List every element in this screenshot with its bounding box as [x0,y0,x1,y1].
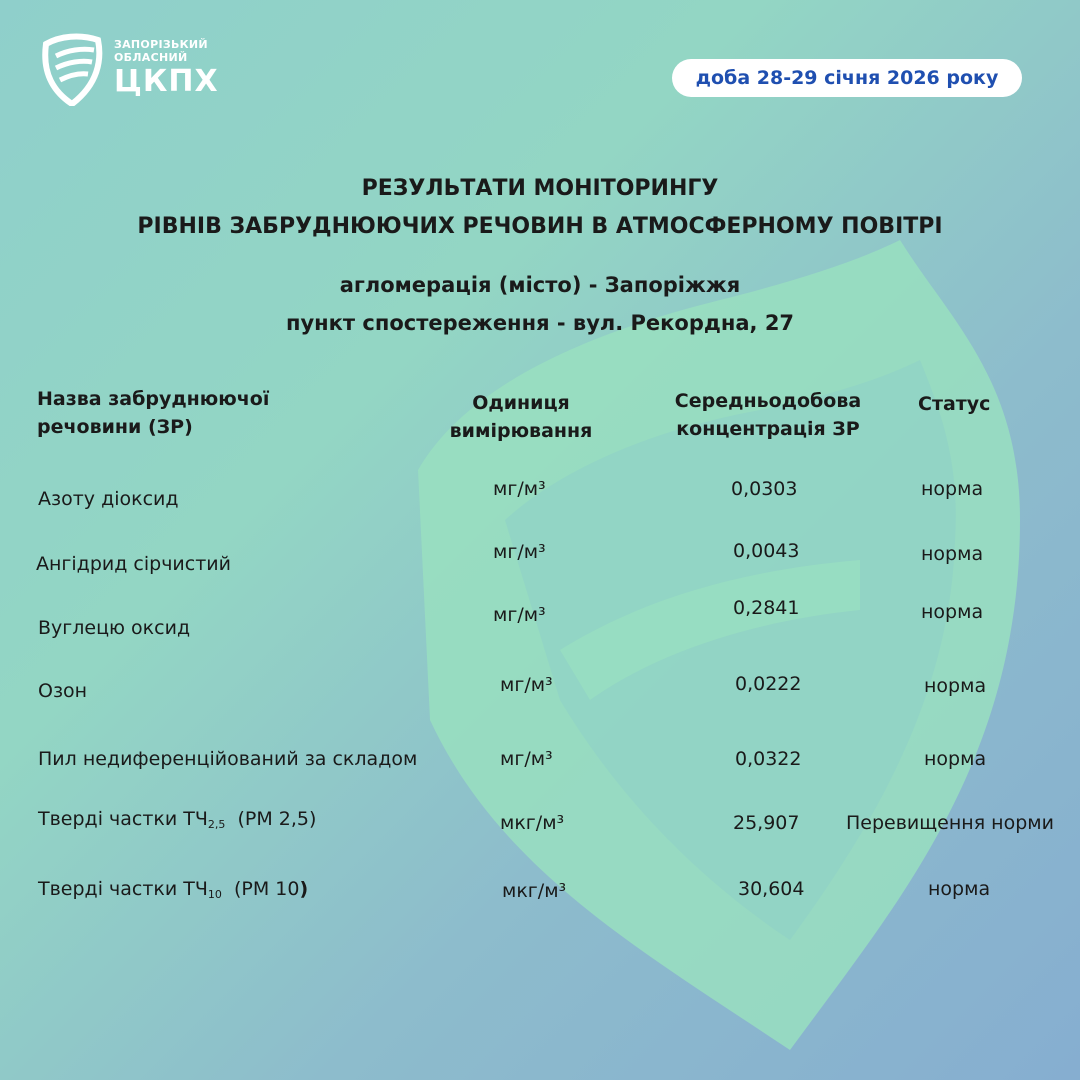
row-3-status: норма [921,601,984,623]
subtitle-line-1: агломерація (місто) - Запоріжжя [339,273,741,297]
header-unit: Одиниця вимірювання [449,392,593,442]
org-name-small: ЗАПОРІЗЬКИЙ ОБЛАСНИЙ [114,38,208,64]
row-5-status: норма [924,748,987,770]
title-line-1: РЕЗУЛЬТАТИ МОНІТОРИНГУ [361,176,719,201]
row-5-value: 0,0322 [735,748,802,770]
row-2-unit: мг/м³ [493,541,546,563]
org-logo [36,30,219,110]
subtitle-line-2: пункт спостереження - вул. Рекордна, 27 [285,311,795,335]
row-4-name: Озон [38,680,88,702]
row-6-value: 25,907 [733,812,800,834]
row-7-value: 30,604 [738,878,805,900]
row-1-unit: мг/м³ [493,478,546,500]
header-status: Статус [918,393,991,415]
row-4-unit: мг/м³ [500,674,553,696]
row-4-status: норма [924,675,987,697]
row-2-name: Ангідрид сірчистий [36,553,231,575]
row-5-name: Пил недиференційований за складом [38,748,418,770]
row-6-status: Перевищення норми [846,812,1054,834]
row-3-name: Вуглецю оксид [38,617,191,639]
date-badge: доба 28-29 січня 2026 року [672,59,1022,97]
row-7-unit: мкг/м³ [502,880,567,902]
shield-logo-icon [36,30,108,106]
header-concentration: Середньодобова концентрація ЗР [674,390,862,440]
row-6-name: Тверді частки $ТЧ_{2,5}$ (PM 2,5) [38,808,317,831]
row-3-value: 0,2841 [733,597,800,619]
row-6-unit: мкг/м³ [500,812,565,834]
row-1-status: норма [921,478,984,500]
row-4-value: 0,0222 [735,673,802,695]
row-3-unit: мг/м³ [493,604,546,626]
org-abbreviation: ЦКПХ [114,64,219,99]
row-2-status: норма [921,543,984,565]
row-2-value: 0,0043 [733,540,800,562]
row-7-name: Тверді частки $ТЧ_{10}$ (PM 10) [38,878,309,901]
row-7-status: норма [928,878,991,900]
title-line-2: РІВНІВ ЗАБРУДНЮЮЧИХ РЕЧОВИН В АТМОСФЕРНОМУ ПОВІТРІ [137,214,943,239]
row-5-unit: мг/м³ [500,748,553,770]
header-substance-name: Назва забруднюючої речовини (ЗР) [37,388,270,438]
row-1-name: Азоту діоксид [38,488,179,510]
row-1-value: 0,0303 [731,478,798,500]
